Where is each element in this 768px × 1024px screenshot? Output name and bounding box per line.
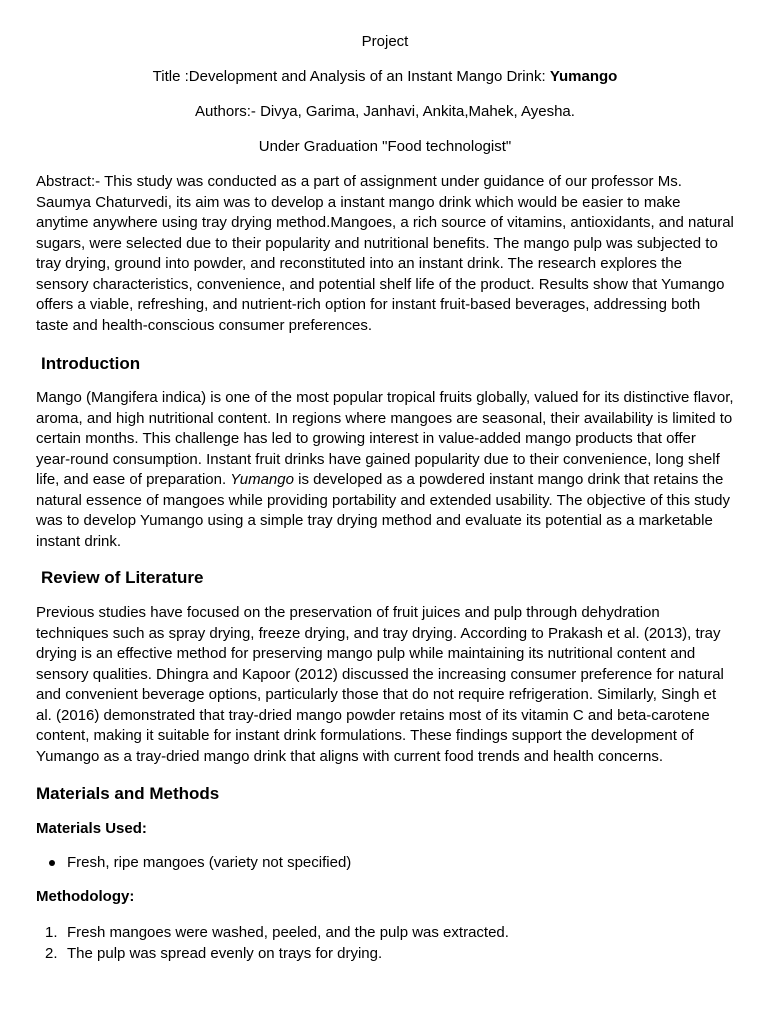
- project-label: Project: [361, 33, 409, 50]
- list-item: Fresh, ripe mangoes (variety not specified): [67, 853, 734, 874]
- review-paragraph: Previous studies have focused on the preservation of fruit juices and pulp through dehydration techniques such as spray drying, freeze drying, and tray drying. According to Prakash et al. (2013), tray drying is an effective method for preserving mango pulp while maintaining its nutritional content and sensory qualities. Dhingra and Kapoor (2012) discussed the increasing consumer preference for natural and convenient beverage options, particularly those that do not require refrigeration. Similarly, Singh et al. (2016) demonstrated that tray-dried mango powder retains most of its vitamin C and beta-carotene content, making it suitable for instant drink formulations. These findings support the development of Yumango as a tray-dried mango drink that aligns with current food trends and health concerns.: [36, 604, 724, 765]
- list-item: [45, 922, 734, 943]
- title-product-name: Yumango: [549, 68, 618, 85]
- list-item: [45, 943, 734, 964]
- review-heading: Review of Literature: [41, 568, 204, 587]
- introduction-text-part-2: is developed as a powdered instant mango drink that retains the natural essence of mangoes while providing portability and extended usability. The objective of this study was to develop Yumango using a simple tray drying method and evaluate its potential as a marketable instant drink.: [36, 471, 731, 550]
- step-number: 2.: [45, 944, 58, 962]
- step-text: Fresh mangoes were washed, peeled, and the pulp was extracted.: [67, 923, 509, 941]
- title-prefix: Title :Development and Analysis of an Instant Mango Drink:: [152, 68, 550, 85]
- introduction-text-part-1: Mango (Mangifera indica) is one of the most popular tropical fruits globally, valued for its distinctive flavor, aroma, and high nutritional content. In regions where mangoes are seasonal, their availability is limited to certain months. This challenge has led to growing interest in value-added mango products that offer year-round consumption. Instant fruit drinks have gained popularity due to their convenience, long shelf life, and ease of preparation.: [36, 389, 734, 488]
- methodology-heading: Methodology:: [36, 887, 135, 905]
- materials-list: [36, 853, 734, 874]
- methodology-list: [36, 922, 734, 964]
- materials-heading: Materials Used:: [36, 820, 147, 837]
- graduation-line: Under Graduation "Food technologist": [258, 138, 512, 155]
- abstract-paragraph: Abstract:- This study was conducted as a part of assignment under guidance of our professor Ms. Saumya Chaturvedi, its aim was to develop a instant mango drink which would be easier to make anytime anywhere using tray drying method.Mangoes, a rich source of vitamins, antioxidants, and natural sugars, were selected due to their popularity and nutritional benefits. The mango pulp was subjected to tray drying, ground into powder, and reconstituted into an instant drink. The research explores the sensory characteristics, convenience, and potential shelf life of the product. Results show that Yumango offers a viable, refreshing, and nutrient-rich option for instant fruit-based beverages, addressing both taste and health-conscious consumer preferences.: [36, 173, 734, 334]
- step-text: The pulp was spread evenly on trays for drying.: [67, 944, 383, 962]
- introduction-product-italic: Yumango: [230, 471, 294, 488]
- document-title: [36, 67, 734, 87]
- introduction-paragraph: [36, 388, 734, 552]
- step-number: 1.: [45, 923, 58, 941]
- introduction-heading: Introduction: [41, 354, 141, 373]
- methods-heading: Materials and Methods: [36, 784, 220, 803]
- authors-line: Authors:- Divya, Garima, Janhavi, Ankita,Mahek, Ayesha.: [195, 103, 575, 120]
